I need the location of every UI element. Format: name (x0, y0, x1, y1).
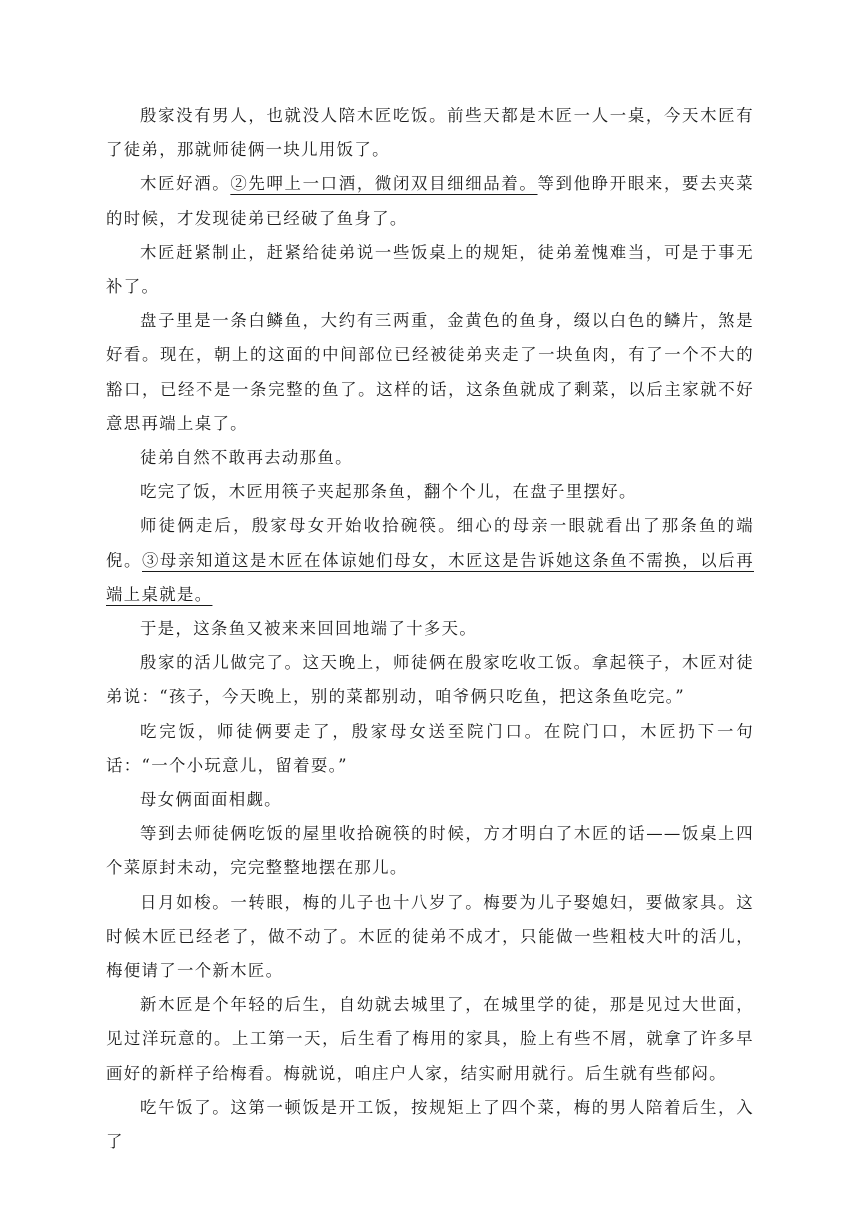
paragraph (106, 817, 754, 885)
paragraph (106, 99, 754, 167)
paragraph-text: 木匠好酒。 (140, 174, 231, 194)
paragraph (106, 441, 754, 475)
paragraph-text: 于是，这条鱼又被来来回回地端了十多天。 (140, 619, 478, 639)
paragraph (106, 475, 754, 509)
paragraph-text: 等到他睁开眼来，要去夹菜的时候，才发现徒弟已经破了鱼身了。 (106, 174, 755, 228)
paragraph-text: 殷家的活儿做完了。这天晚上，师徒俩在殷家吃收工饭。拿起筷子，木匠对徒弟说：“孩子，今天晚上，别的菜都别动，咱爷俩只吃鱼，把这条鱼吃完。” (106, 653, 754, 707)
paragraph (106, 304, 754, 441)
paragraph-text: 盘子里是一条白鳞鱼，大约有三两重，金黄色的鱼身，缀以白色的鳞片，煞是好看。现在，朝上的这面的中间部位已经被徒弟夹走了一块鱼肉，有了一个不大的豁口，已经不是一条完整的鱼了。这样的话，这条鱼就成了剩菜，以后主家就不好意思再端上桌了。 (106, 311, 754, 433)
paragraph (106, 612, 754, 646)
paragraph-text: 师徒俩走后，殷家母女开始收拾碗筷。细心的母亲一眼就看出了那条鱼的端倪。 (106, 516, 754, 570)
paragraph (106, 646, 754, 714)
underlined-sentence-2: ②先呷上一口酒，微闭双目细细品着。 (230, 174, 538, 194)
article-body (106, 99, 754, 1159)
underlined-sentence-3: ③母亲知道这是木匠在体谅她们母女，木匠这是告诉她这条鱼不需换，以后再端上桌就是。 (106, 550, 754, 604)
paragraph-text: 等到去师徒俩吃饭的屋里收拾碗筷的时候，方才明白了木匠的话——饭桌上四个菜原封未动，完完整整地摆在那儿。 (106, 824, 754, 878)
paragraph-text: 新木匠是个年轻的后生，自幼就去城里了，在城里学的徒，那是见过大世面，见过洋玩意的。上工第一天，后生看了梅用的家具，脸上有些不屑，就拿了许多早画好的新样子给梅看。梅就说，咱庄户人家，结实耐用就行。后生就有些郁闷。 (106, 995, 754, 1083)
paragraph (106, 509, 754, 612)
paragraph (106, 167, 754, 235)
paragraph-text: 木匠赶紧制止，赶紧给徒弟说一些饭桌上的规矩，徒弟羞愧难当，可是于事无补了。 (106, 242, 754, 297)
paragraph (106, 715, 754, 783)
paragraph-text: 徒弟自然不敢再去动那鱼。 (140, 448, 353, 468)
paragraph (106, 1091, 754, 1159)
paragraph (106, 783, 754, 817)
paragraph-text: 母女俩面面相觑。 (140, 790, 282, 810)
paragraph-text: 吃完饭，师徒俩要走了，殷家母女送至院门口。在院门口，木匠扔下一句话：“一个小玩意儿，留着耍。” (106, 721, 754, 775)
paragraph-text: 吃午饭了。这第一顿饭是开工饭，按规矩上了四个菜，梅的男人陪着后生，入了 (106, 1097, 754, 1152)
paragraph-text: 日月如梭。一转眼，梅的儿子也十八岁了。梅要为儿子娶媳妇，要做家具。这时候木匠已经老了，做不动了。木匠的徒弟不成才，只能做一些粗枝大叶的活儿，梅便请了一个新木匠。 (106, 892, 754, 981)
paragraph (106, 886, 754, 989)
paragraph (106, 988, 754, 1091)
paragraph-text: 殷家没有男人，也就没人陪木匠吃饭。前些天都是木匠一人一桌，今天木匠有了徒弟，那就师徒俩一块儿用饭了。 (106, 106, 754, 160)
paragraph-text: 吃完了饭，木匠用筷子夹起那条鱼，翻个个儿，在盘子里摆好。 (140, 482, 637, 502)
paragraph (106, 236, 754, 304)
